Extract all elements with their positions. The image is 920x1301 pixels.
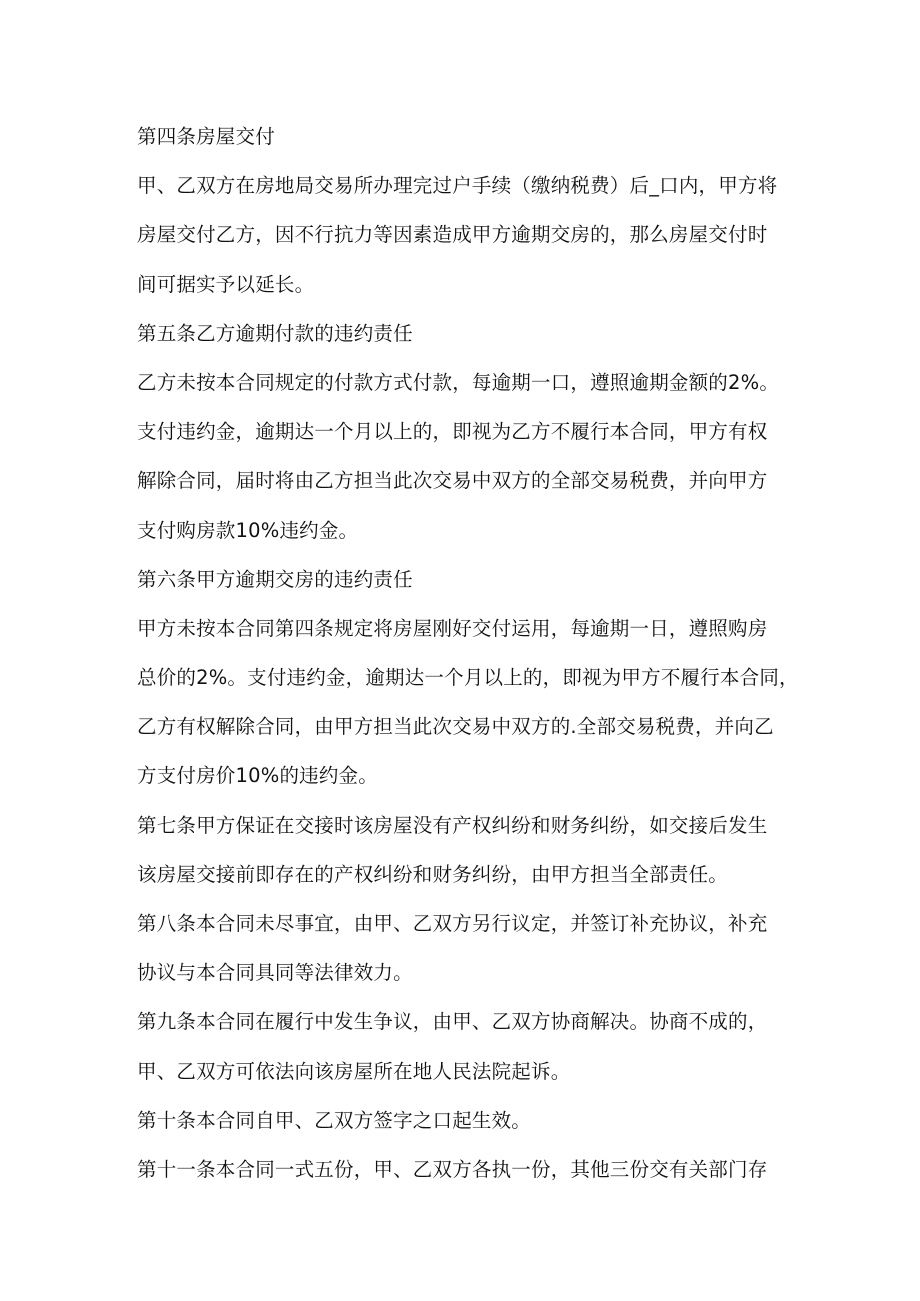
article-5-text-line-1: 乙方未按本合同规定的付款方式付款，每逾期一口，遵照逾期金额的2%。	[137, 370, 780, 394]
article-5-text-line-4: 支付购房款10%违约金。	[137, 518, 359, 542]
article-4-text-line-2: 房屋交付乙方，因不行抗力等因素造成甲方逾期交房的，那么房屋交付时	[137, 223, 768, 247]
article-4-text-line-1: 甲、乙双方在房地局交易所办理完过户手续（缴纳税费）后_口内，甲方将	[137, 174, 778, 198]
article-4-heading: 第四条房屋交付	[137, 125, 275, 148]
article-6-heading: 第六条甲方逾期交房的违约责任	[137, 567, 413, 591]
article-8-text-line-1: 第八条本合同未尽事宜，由甲、乙双方另行议定，并签订补充协议，补充	[137, 912, 768, 935]
article-6-text-line-1: 甲方未按本合同第四条规定将房屋刚好交付运用，每逾期一日，遵照购房	[137, 616, 768, 640]
article-6-text-line-2: 总价的2%。支付违约金，逾期达一个月以上的，即视为甲方不履行本合同，	[137, 666, 799, 690]
article-7-text-line-1: 第七条甲方保证在交接时该房屋没有产权纠纷和财务纠纷，如交接后发生	[137, 813, 768, 837]
article-11-text-line-1: 第十一条本合同一式五份，甲、乙双方各执一份，其他三份交有关部门存	[137, 1157, 768, 1181]
article-9-text-line-1: 第九条本合同在履行中发生争议，由甲、乙双方协商解决。协商不成的，	[137, 1010, 768, 1034]
article-4-text-line-3: 间可据实予以延长。	[137, 272, 315, 296]
article-9-text-line-2: 甲、乙双方可依法向该房屋所在地人民法院起诉。	[137, 1059, 571, 1083]
article-7-text-line-2: 该房屋交接前即存在的产权纠纷和财务纠纷，由甲方担当全部责任。	[137, 862, 729, 886]
article-5-text-line-2: 支付违约金，逾期达一个月以上的，即视为乙方不履行本合同，甲方有权	[137, 420, 768, 444]
article-8-text-line-2: 协议与本合同具同等法律效力。	[137, 961, 413, 985]
article-5-text-line-3: 解除合同，届时将由乙方担当此次交易中双方的全部交易税费，并向甲方	[137, 469, 768, 493]
article-6-text-line-3: 乙方有权解除合同，由甲方担当此次交易中双方的.全部交易税费，并向乙	[137, 715, 774, 739]
article-6-text-line-4: 方支付房价10%的违约金。	[137, 764, 378, 788]
article-10-text-line-1: 第十条本合同自甲、乙双方签字之口起生效。	[137, 1108, 532, 1132]
article-5-heading: 第五条乙方逾期付款的违约责任	[137, 321, 413, 345]
document-body	[137, 112, 799, 1194]
